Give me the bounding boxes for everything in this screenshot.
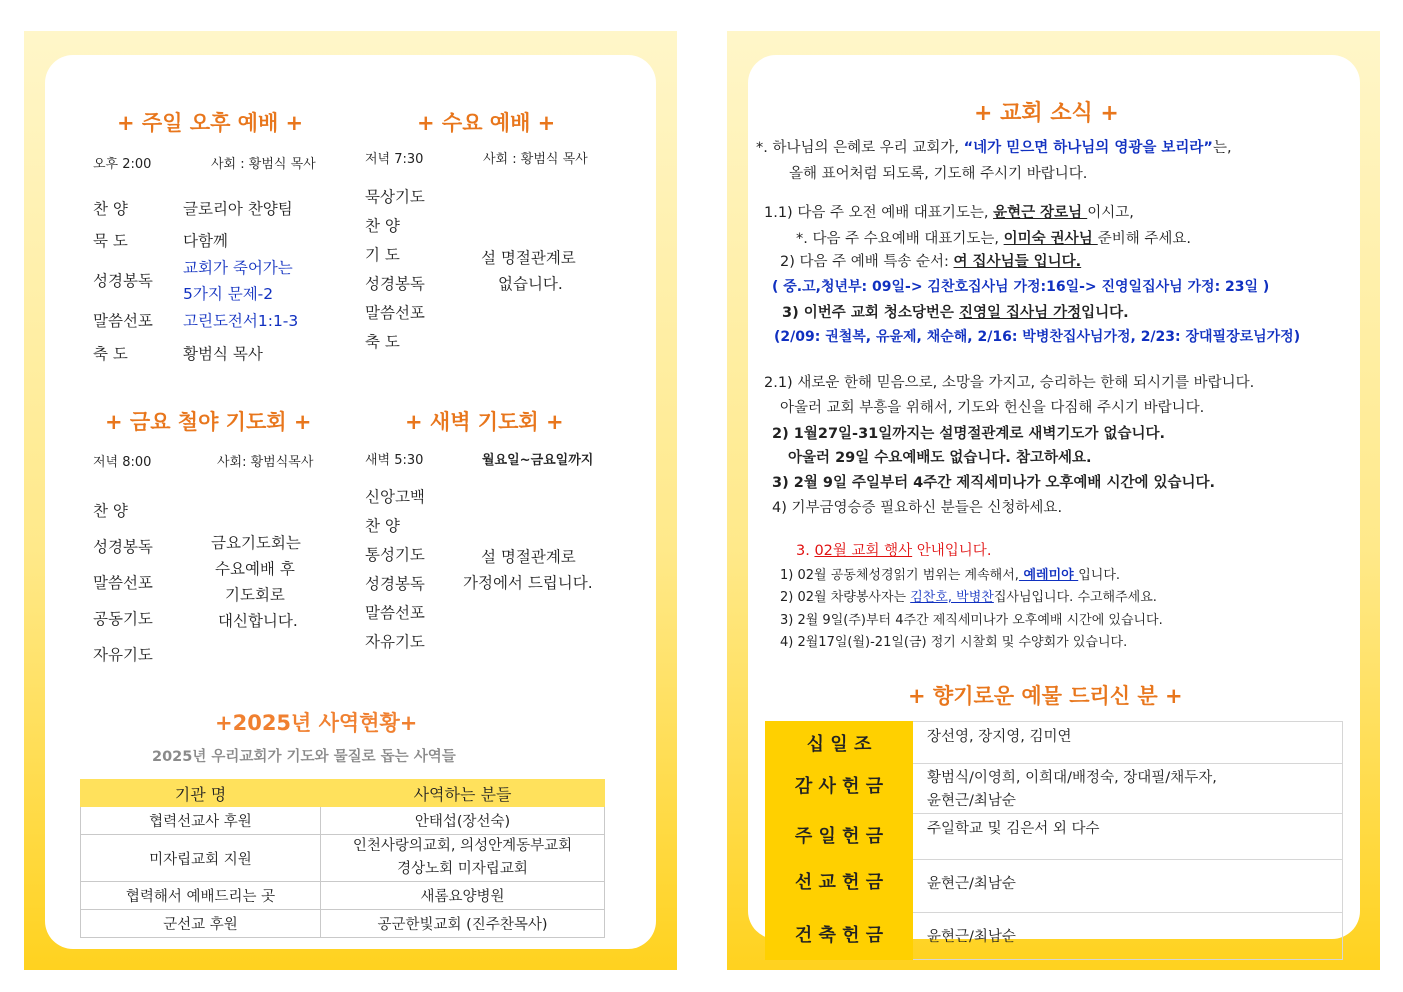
news-item: [764, 201, 1134, 222]
table-header: 사역하는 분들: [321, 780, 605, 807]
ministry-people-cell: [321, 835, 605, 882]
ministry-people: 안태섭(장선숙): [321, 807, 605, 835]
offering-kind: 선 교 헌 금: [766, 860, 913, 913]
scripture-reference: 고린도전서1:1-3: [183, 312, 299, 330]
order-value: 다함께: [183, 232, 228, 250]
event-text: 1) 02월 공동체성경읽기 범위는 계속해서,: [780, 568, 1019, 583]
order-label: 성경봉독: [93, 538, 153, 556]
order-label: 축 도: [365, 333, 400, 351]
news-text: 2) 다음 주 예배 특송 순서:: [780, 254, 954, 270]
prayer-leader-name: 이미숙 권사님: [1003, 231, 1098, 247]
offering-kind: 감 사 헌 금: [766, 764, 913, 814]
table-row: [766, 913, 1343, 960]
event-item: 3) 2월 9일(주)부터 4주간 제직세미나가 오후예배 시간에 있습니다.: [780, 613, 1163, 628]
ministry-org: 군선교 후원: [81, 910, 321, 938]
friday-note: 대신합니다.: [218, 612, 298, 630]
sunday-service-leader: 사회 : 황범식 목사: [211, 157, 316, 172]
church-motto: “네가 믿으면 하나님의 영광을 보리라”: [963, 140, 1213, 156]
wednesday-service-title: + 수요 예배 +: [417, 111, 556, 135]
driver-names: 김찬호, 박병찬: [910, 590, 994, 605]
friday-note: 기도회로: [225, 586, 285, 604]
offering-names-cell: [913, 764, 1343, 814]
left-panel: [24, 31, 677, 970]
order-label: 성경봉독: [93, 272, 153, 290]
table-row: [766, 860, 1343, 913]
wednesday-service-leader: 사회 : 황범식 목사: [483, 152, 588, 167]
sermon-title: 교회가 죽어가는: [183, 259, 293, 277]
order-label: 말씀선포: [93, 312, 153, 330]
offering-names: 윤현근/최남순: [913, 913, 1343, 960]
order-label: 묵상기도: [365, 188, 425, 206]
ministry-people: 새롬요양병원: [321, 882, 605, 910]
news-text: *. 다음 주 수요예배 대표기도는,: [796, 231, 1004, 247]
ministry-people: 인천사랑의교회, 의성안계동부교회: [352, 838, 573, 854]
news-intro-line2: 올해 표어처럼 되도록, 기도해 주시기 바랍니다.: [789, 166, 1088, 182]
news-intro-text: 는,: [1212, 140, 1232, 156]
news-text: 입니다.: [1081, 305, 1129, 321]
events-heading-text: 3.: [796, 543, 815, 559]
news-intro-text: *. 하나님의 은혜로 우리 교회가,: [756, 140, 964, 156]
order-label: 기 도: [365, 246, 400, 264]
sunday-service-time: 오후 2:00: [93, 157, 152, 172]
special-song-name: 여 집사님들 입니다.: [953, 254, 1082, 270]
left-card: [45, 55, 656, 949]
bible-book: 예레미야: [1018, 568, 1079, 583]
events-heading-text: 02월 교회 행사: [814, 543, 913, 559]
event-item: [780, 564, 1120, 583]
ministry-title: +2025년 사역현황+: [215, 711, 418, 735]
news-item: [796, 227, 1191, 248]
order-label: 찬 양: [365, 217, 400, 235]
news-text: 3) 이번주 교회 청소당번은: [782, 305, 959, 321]
events-heading: [796, 539, 991, 560]
order-label: 통성기도: [365, 546, 425, 564]
wednesday-note-2: 없습니다.: [498, 275, 563, 293]
order-label: 자유기도: [93, 646, 153, 664]
dawn-prayer-days: 월요일~금요일까지: [482, 453, 594, 468]
offering-title: + 향기로운 예물 드리신 분 +: [908, 684, 1183, 708]
order-label: 묵 도: [93, 232, 128, 250]
ministry-subtitle: 2025년 우리교회가 기도와 물질로 돕는 사역들: [152, 749, 456, 765]
order-label: 찬 양: [365, 517, 400, 535]
offering-kind: 건 축 헌 금: [766, 913, 913, 960]
offering-kind: 십 일 조: [766, 722, 913, 764]
sermon-title-2: 5가지 문제-2: [183, 285, 274, 303]
right-panel: [727, 31, 1380, 970]
news-item: 아울러 29일 수요예배도 없습니다. 참고하세요.: [788, 450, 1092, 466]
news-item: 4) 기부금영승증 필요하신 분들은 신청하세요.: [772, 500, 1063, 516]
table-row: [81, 807, 605, 835]
offering-names: 황범식/이영희, 이희대/배정숙, 장대필/채두자,: [927, 770, 1217, 786]
table-row: [81, 910, 605, 938]
order-label: 공동기도: [93, 610, 153, 628]
ministry-people-2: 경상노회 미자립교회: [397, 861, 528, 877]
ministry-people: 공군한빛교회 (진주찬목사): [321, 910, 605, 938]
news-title: + 교회 소식 +: [974, 101, 1119, 126]
sunday-service-title: + 주일 오후 예배 +: [117, 111, 304, 135]
friday-note: 수요예배 후: [215, 560, 295, 578]
event-item: 4) 2월17일(월)-21일(금) 정기 시찰회 및 수양회가 있습니다.: [780, 635, 1128, 650]
news-item: [782, 301, 1129, 322]
order-value: 황범식 목사: [183, 345, 263, 363]
ministry-org: 협력해서 예배드리는 곳: [81, 882, 321, 910]
events-heading-text: 안내입니다.: [912, 543, 992, 559]
ministry-table: [80, 779, 605, 938]
event-text: 입니다.: [1078, 568, 1121, 583]
prayer-leader-name: 윤현근 장로님: [993, 205, 1088, 221]
order-label: 성경봉독: [365, 275, 425, 293]
dawn-note-2: 가정에서 드립니다.: [463, 574, 593, 592]
order-label: 신앙고백: [365, 488, 425, 506]
event-text: 2) 02월 차량봉사자는: [780, 590, 911, 605]
news-item: [780, 250, 1081, 271]
offering-kind: 주 일 헌 금: [766, 814, 913, 860]
right-card: [748, 55, 1360, 946]
dawn-prayer-time: 새벽 5:30: [365, 453, 424, 468]
order-label: 말씀선포: [365, 304, 425, 322]
order-label: 말씀선포: [93, 574, 153, 592]
order-value: 글로리아 찬양팀: [183, 200, 293, 218]
table-header-row: [81, 780, 605, 807]
table-row: [81, 835, 605, 882]
news-text: 1.1) 다음 주 오전 예배 대표기도는,: [764, 205, 994, 221]
order-label: 축 도: [93, 345, 128, 363]
news-item: 아울러 교회 부흥을 위해서, 기도와 헌신을 다짐해 주시기 바랍니다.: [780, 400, 1205, 416]
friday-prayer-title: + 금요 철야 기도회 +: [105, 410, 312, 434]
table-row: [81, 882, 605, 910]
event-text: 집사님입니다. 수고해주세요.: [993, 590, 1157, 605]
wednesday-note: 설 명절관계로: [481, 249, 576, 267]
table-row: [766, 814, 1343, 860]
wednesday-service-time: 저녁 7:30: [365, 152, 424, 167]
offering-names: 윤현근/최남순: [913, 860, 1343, 913]
friday-note: 금요기도회는: [211, 534, 301, 552]
table-row: [766, 722, 1343, 764]
cleaning-duty-name: 진영일 집사님 가정: [958, 305, 1082, 321]
friday-prayer-leader: 사회: 황범식목사: [217, 455, 314, 470]
youth-schedule: ( 중.고,청년부: 09일-> 김찬호집사님 가정:16일-> 진영일집사님 가정: 23일 ): [772, 279, 1270, 295]
order-label: 찬 양: [93, 502, 128, 520]
event-item: [780, 586, 1157, 605]
table-header: 기관 명: [81, 780, 321, 807]
table-row: [766, 764, 1343, 814]
news-item: 2.1) 새로운 한해 믿음으로, 소망을 가지고, 승리하는 한해 되시기를 바랍니다.: [764, 375, 1255, 391]
news-text: 이시고,: [1087, 205, 1134, 221]
news-intro: [756, 136, 1232, 157]
news-item: 2) 1월27일-31일까지는 설명절관계로 새벽기도가 없습니다.: [772, 426, 1166, 442]
cleaning-schedule: (2/09: 권철복, 유윤제, 채순해, 2/16: 박병찬집사님가정, 2/23: 장대필장로님가정): [774, 329, 1301, 345]
dawn-prayer-title: + 새벽 기도회 +: [405, 410, 564, 434]
news-item: 3) 2월 9일 주일부터 4주간 제직세미나가 오후예배 시간에 있습니다.: [772, 475, 1216, 491]
ministry-org: 미자립교회 지원: [81, 835, 321, 882]
offering-table: [765, 721, 1343, 960]
offering-names: 장선영, 장지영, 김미연: [913, 722, 1343, 764]
order-label: 말씀선포: [365, 604, 425, 622]
order-label: 성경봉독: [365, 575, 425, 593]
news-text: 준비해 주세요.: [1097, 231, 1192, 247]
dawn-note: 설 명절관계로: [481, 548, 576, 566]
order-label: 자유기도: [365, 633, 425, 651]
offering-names-2: 윤현근/최남순: [927, 793, 1016, 809]
offering-names: 주일학교 및 김은서 외 다수: [913, 814, 1343, 860]
ministry-org: 협력선교사 후원: [81, 807, 321, 835]
order-label: 찬 양: [93, 200, 128, 218]
friday-prayer-time: 저녁 8:00: [93, 455, 152, 470]
